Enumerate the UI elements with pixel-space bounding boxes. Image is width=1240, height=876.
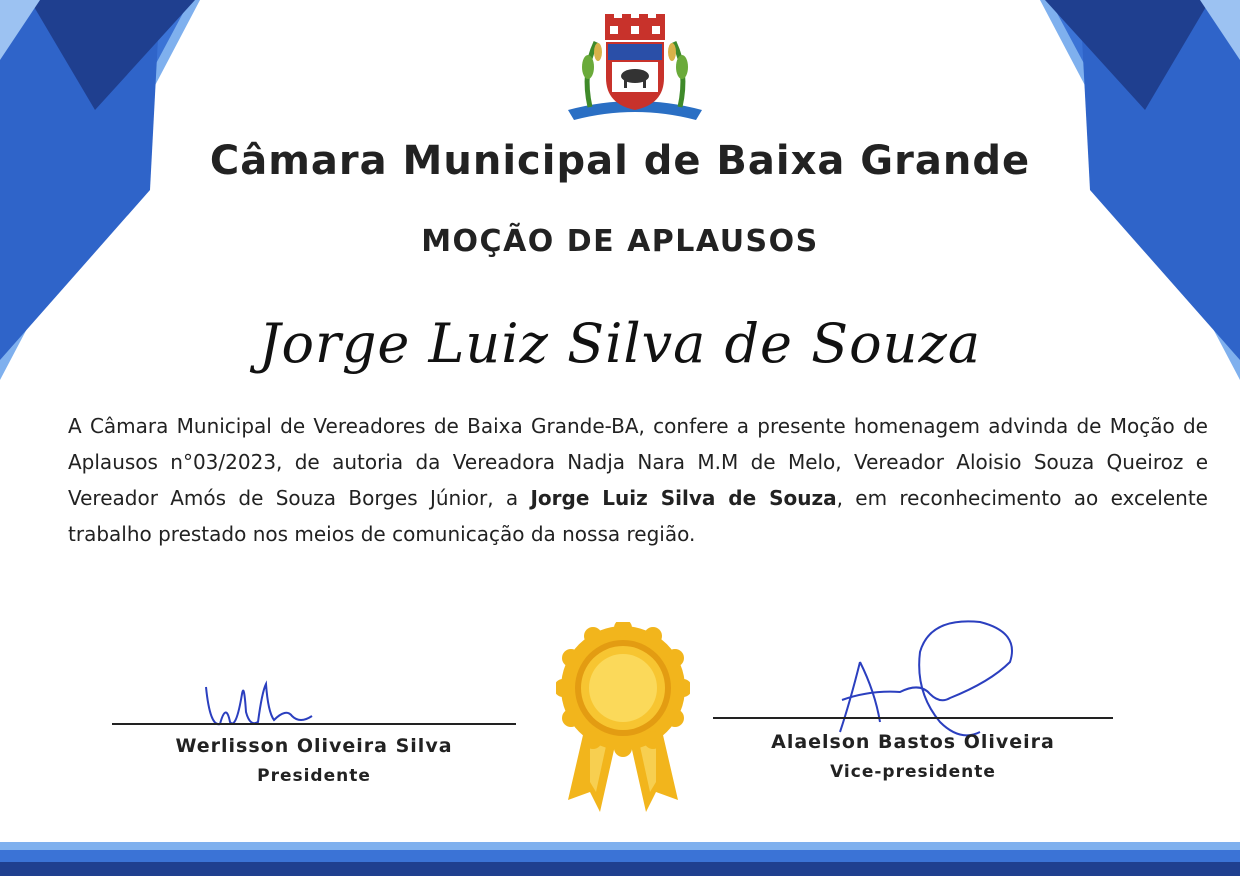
body-text-closing: , em reconhecimento ao excelente trabalho prestado nos meios de comunicação da nossa região. [68,486,1208,546]
document-title: MOÇÃO DE APLAUSOS [421,224,819,259]
vice-president-name: Alaelson Bastos Oliveira [771,731,1055,753]
municipal-crest-icon [560,12,710,124]
institution-title: Câmara Municipal de Baixa Grande [209,138,1031,184]
certificate-body-text [68,408,1208,552]
president-signature-line [112,723,516,725]
bottom-band-decoration [0,836,1240,876]
award-rosette-icon [556,622,690,822]
body-text-intro: A Câmara Municipal de Vereadores de Baixa Grande-BA, confere a presente homenagem advinda de Moção de Aplausos n°03/2023, de autoria da Vereadora Nadja Nara M.M de Melo, Vereador Aloisio Souza Queiroz e Vereador Amós de Souza Borges Júnior, a [68,414,1208,510]
president-name: Werlisson Oliveira Silva [175,735,453,757]
president-role: Presidente [257,766,371,786]
vice-president-role: Vice-presidente [830,762,996,782]
vice-president-signature-line [713,717,1113,719]
body-text-honoree: Jorge Luiz Silva de Souza [530,486,837,510]
honoree-name: Jorge Luiz Silva de Souza [258,312,982,375]
